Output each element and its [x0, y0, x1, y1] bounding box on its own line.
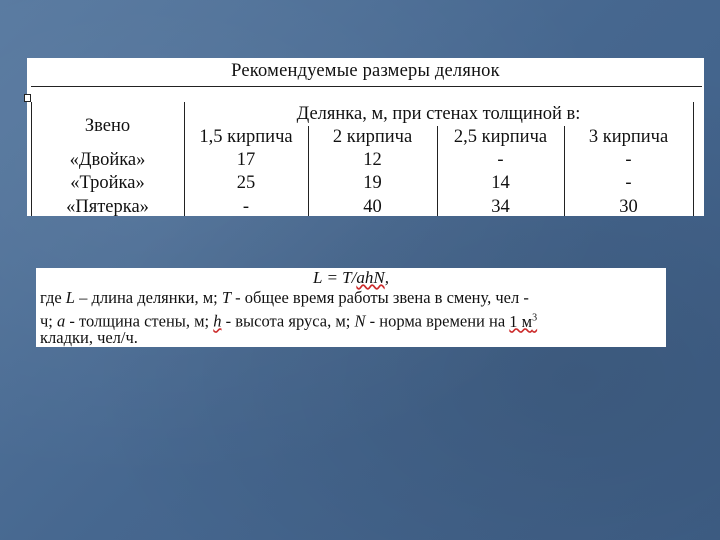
table-cell: 30 [619, 197, 638, 217]
formula-equation [36, 268, 666, 288]
table-cell: - [625, 150, 632, 170]
row-name: «Пятерка» [66, 197, 149, 217]
table-cell: 12 [363, 150, 382, 170]
legend-text: – длина делянки, м; [74, 288, 222, 307]
table-border-right [693, 102, 694, 216]
equation-spellcheck-word: ahN [356, 268, 385, 287]
legend-text: - высота яруса, м; [221, 311, 355, 331]
table-cell: - [242, 197, 250, 217]
selection-handle-icon [24, 94, 31, 102]
table-cell: 34 [491, 197, 510, 217]
variable-T: T [221, 288, 232, 307]
table-title: Рекомендуемые размеры делянок [231, 61, 500, 81]
equation-suffix: , [384, 268, 389, 287]
title-divider [31, 86, 702, 87]
table-cell: 40 [363, 197, 382, 217]
unit-text: 1 м [509, 311, 533, 331]
column-header-3: 2,5 кирпича [453, 127, 548, 147]
column-header-2: 2 кирпича [332, 127, 413, 147]
row-name: «Двойка» [69, 150, 146, 170]
legend-text: - толщина стены, м; [65, 311, 214, 331]
row-name: «Тройка» [70, 173, 145, 193]
variable-N: N [354, 311, 366, 331]
formula-legend-line-3: кладки, чел/ч. [40, 328, 138, 347]
table-cell: 17 [236, 150, 256, 170]
column-header-1: 1,5 кирпича [199, 127, 293, 147]
legend-text: где [40, 288, 66, 307]
recommended-sizes-table [27, 58, 704, 216]
table-cell: 25 [236, 173, 256, 193]
legend-text: - общее время работы звена в смену, чел - [231, 288, 529, 307]
variable-h: h [213, 311, 222, 331]
column-header-zveno: Звено [84, 116, 131, 136]
table-cell: 14 [491, 173, 510, 193]
table-cell: 19 [363, 173, 382, 193]
legend-text: ч; [40, 311, 58, 331]
formula-legend-line-1 [40, 288, 660, 308]
formula-block [36, 268, 666, 347]
legend-text: - норма времени на [365, 311, 510, 331]
group-header: Делянка, м, при стенах толщиной в: [296, 104, 581, 124]
unit-superscript: 3 [532, 312, 538, 323]
variable-L: L [65, 288, 75, 307]
variable-a: a [57, 311, 66, 331]
table-cell: - [625, 173, 632, 193]
table-cell: - [497, 150, 504, 170]
column-header-4: 3 кирпича [588, 127, 669, 147]
equation-prefix: L = T/ [313, 268, 357, 287]
